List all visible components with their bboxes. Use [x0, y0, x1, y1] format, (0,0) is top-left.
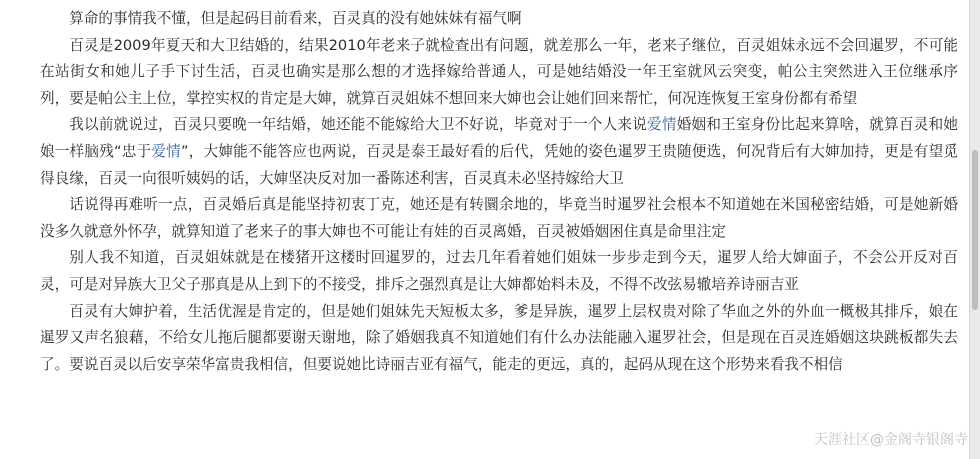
post-body: [40, 6, 958, 378]
love-link-1[interactable]: 爱情: [647, 116, 677, 134]
scrollbar-thumb[interactable]: [972, 150, 978, 310]
paragraph-6: 百灵有大婶护着，生活优渥是肯定的，但是她们姐妹先天短板太多，爹是异族，暹罗上层权贵对除了华血之外的外血一概极其排斥，娘在暹罗又声名狼藉，不给女儿拖后腿都要谢天谢地，除了婚姻我真不知道她们有什么办法能融入暹罗社会，但是现在百灵连婚姻这块跳板都失去了。要说百灵以后安享荣华富贵我相信，但要说她比诗丽吉亚有福气，能走的更远，真的，起码从现在这个形势来看我不相信: [40, 302, 958, 373]
love-link-2[interactable]: 爱情: [151, 142, 181, 160]
paragraph-3-text-b: 婚姻和王室身份比起来算啥，就算百灵和她娘一样脑残“忠于: [40, 116, 958, 160]
paragraph-4: 话说得再难听一点，百灵婚后真是能坚持初衷丁克，她还是有转圜余地的，毕竟当时暹罗社会根本不知道她在米国秘密结婚，可是她新婚没多久就意外怀孕，就算知道了老来子的事大婶也不可能让有娃的百灵离婚，百灵被婚姻困住真是命里注定: [40, 196, 958, 240]
vertical-scrollbar[interactable]: [969, 0, 980, 459]
paragraph-5: 别人我不知道，百灵姐妹就是在楼猪开这楼时回暹罗的，过去几年看着她们姐妹一步步走到今天，暹罗人给大婶面子，不会公开反对百灵，可是对异族大卫父子那真是从上到下的不接受，排斥之强烈真是让大婶都始料未及，不得不改弦易辙培养诗丽吉亚: [40, 249, 958, 293]
paragraph-3-text-a: 我以前就说过，百灵只要晚一年结婚，她还能不能嫁给大卫不好说，毕竟对于一个人来说: [69, 116, 648, 134]
paragraph-1: 算命的事情我不懂，但是起码目前看来，百灵真的没有她妹妹有福气啊: [69, 10, 522, 27]
paragraph-3: [40, 112, 958, 192]
paragraph-2: 百灵是2009年夏天和大卫结婚的，结果2010年老来子就检查出有问题，就差那么一年，老来子继位，百灵姐妹永远不会回暹罗，不可能在站街女和她儿子手下讨生活，百灵也确实是那么想的才选择嫁给普通人，可是她结婚没一年王室就风云突变，帕公主突然进入王位继承序列，要是帕公主上位，掌控实权的肯定是大婶，就算百灵姐妹不想回来大婶也会让她们回来帮忙，何况连恢复王室身份都有希望: [40, 36, 958, 107]
paragraph-3-text-c: ”，大婶能不能答应也两说，百灵是泰王最好看的后代，凭她的姿色暹罗王贵随便选，何况背后有大婶加持，更是有望觅得良缘，百灵一向很听姨妈的话，大婶坚决反对加一番陈述利害，百灵真未必坚持嫁给大卫: [40, 142, 958, 187]
site-watermark: 天涯社区@金阁寺银阁寺: [814, 432, 968, 448]
